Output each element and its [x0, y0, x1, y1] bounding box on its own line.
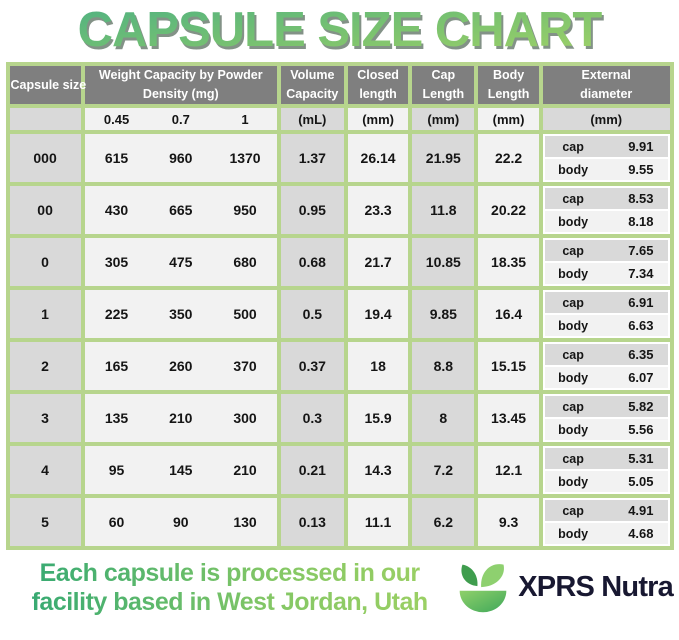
table-row — [8, 444, 672, 496]
weight-045-cell: 225 — [83, 288, 149, 340]
closed-unit-label: (mm) — [346, 106, 411, 132]
body-length-cell: 13.45 — [476, 392, 541, 444]
weight-1-cell: 370 — [213, 340, 279, 392]
external-diameter-cell — [541, 444, 672, 496]
units-row — [8, 106, 672, 132]
cap-length-cell: 8 — [410, 392, 476, 444]
body-length-cell: 16.4 — [476, 288, 541, 340]
external-cap-label: cap — [562, 295, 584, 310]
external-body-label: body — [558, 474, 589, 489]
table-row — [8, 496, 672, 548]
body-length-cell: 20.22 — [476, 184, 541, 236]
external-body-row — [545, 471, 668, 492]
volume-cell: 0.3 — [279, 392, 346, 444]
weight-07-cell: 475 — [148, 236, 213, 288]
capsule-size-cell: 5 — [8, 496, 83, 548]
weight-07-cell: 665 — [148, 184, 213, 236]
closed-length-cell: 23.3 — [346, 184, 411, 236]
external-body-value: 7.34 — [628, 266, 654, 281]
external-diameter-cell — [541, 340, 672, 392]
capsule-size-table — [6, 62, 674, 550]
volume-unit-label: (mL) — [279, 106, 346, 132]
external-cap-value: 5.31 — [628, 451, 654, 466]
external-diameter-cell — [541, 184, 672, 236]
table-body — [8, 132, 672, 548]
external-cap-label: cap — [562, 503, 584, 518]
cap-length-cell: 11.8 — [410, 184, 476, 236]
external-body-value: 5.56 — [628, 422, 654, 437]
table-row — [8, 184, 672, 236]
weight-1-cell: 680 — [213, 236, 279, 288]
volume-cell: 1.37 — [279, 132, 346, 184]
external-cap-label: cap — [562, 139, 584, 154]
external-body-label: body — [558, 370, 589, 385]
external-body-row — [545, 315, 668, 336]
external-body-label: body — [558, 266, 589, 281]
plant-bowl-icon — [455, 560, 511, 616]
weight-1-cell: 210 — [213, 444, 279, 496]
weight-1-cell: 1370 — [213, 132, 279, 184]
external-cap-value: 6.91 — [628, 295, 654, 310]
external-diameter-wrap — [545, 448, 668, 492]
body-length-cell: 12.1 — [476, 444, 541, 496]
external-unit-label: (mm) — [541, 106, 672, 132]
capsule-size-cell: 00 — [8, 184, 83, 236]
weight-1-cell: 130 — [213, 496, 279, 548]
external-body-value: 6.63 — [628, 318, 654, 333]
header-capsule-size: Capsule size — [8, 64, 83, 106]
capsule-size-cell: 000 — [8, 132, 83, 184]
closed-length-cell: 15.9 — [346, 392, 411, 444]
external-body-label: body — [558, 422, 589, 437]
table-row — [8, 236, 672, 288]
external-diameter-cell — [541, 288, 672, 340]
volume-cell: 0.68 — [279, 236, 346, 288]
external-body-label: body — [558, 318, 589, 333]
external-cap-label: cap — [562, 399, 584, 414]
header-row — [8, 64, 672, 106]
external-body-value: 9.55 — [628, 162, 654, 177]
page-title: CAPSULE SIZE CHART — [0, 0, 679, 62]
external-body-row — [545, 419, 668, 440]
density-07-label: 0.7 — [148, 106, 213, 132]
external-cap-row — [545, 500, 668, 521]
density-1-label: 1 — [213, 106, 279, 132]
header-weight-capacity: Weight Capacity by Powder Density (mg) — [83, 64, 279, 106]
external-cap-row — [545, 292, 668, 313]
external-body-label: body — [558, 162, 589, 177]
closed-length-cell: 18 — [346, 340, 411, 392]
closed-length-cell: 11.1 — [346, 496, 411, 548]
external-cap-label: cap — [562, 451, 584, 466]
external-cap-row — [545, 396, 668, 417]
header-body-length: Body Length — [476, 64, 541, 106]
external-diameter-cell — [541, 236, 672, 288]
capsule-size-cell: 3 — [8, 392, 83, 444]
closed-length-cell: 26.14 — [346, 132, 411, 184]
body-unit-label: (mm) — [476, 106, 541, 132]
footer — [0, 559, 679, 616]
density-045-label: 0.45 — [83, 106, 149, 132]
external-diameter-wrap — [545, 396, 668, 440]
external-body-label: body — [558, 526, 589, 541]
brand-name: XPRS Nutra — [518, 571, 673, 603]
external-cap-label: cap — [562, 191, 584, 206]
external-body-row — [545, 159, 668, 180]
external-body-value: 6.07 — [628, 370, 654, 385]
closed-length-cell: 19.4 — [346, 288, 411, 340]
footer-caption-line2: facility based in West Jordan, Utah — [31, 587, 428, 616]
header-cap-length: Cap Length — [410, 64, 476, 106]
external-diameter-cell — [541, 132, 672, 184]
volume-cell: 0.13 — [279, 496, 346, 548]
external-diameter-wrap — [545, 292, 668, 336]
weight-045-cell: 430 — [83, 184, 149, 236]
closed-length-cell: 21.7 — [346, 236, 411, 288]
weight-07-cell: 145 — [148, 444, 213, 496]
external-cap-row — [545, 240, 668, 261]
weight-045-cell: 165 — [83, 340, 149, 392]
table-row — [8, 132, 672, 184]
header-closed-length: Closed length — [346, 64, 411, 106]
external-body-row — [545, 367, 668, 388]
footer-caption-line1: Each capsule is processed in our — [39, 559, 420, 587]
capsule-size-cell: 4 — [8, 444, 83, 496]
weight-1-cell: 300 — [213, 392, 279, 444]
footer-caption — [8, 559, 451, 616]
external-body-value: 4.68 — [628, 526, 654, 541]
cap-length-cell: 6.2 — [410, 496, 476, 548]
units-empty-cell — [8, 106, 83, 132]
volume-cell: 0.21 — [279, 444, 346, 496]
external-cap-value: 4.91 — [628, 503, 654, 518]
closed-length-cell: 14.3 — [346, 444, 411, 496]
external-diameter-cell — [541, 392, 672, 444]
external-diameter-wrap — [545, 136, 668, 180]
external-cap-value: 7.65 — [628, 243, 654, 258]
body-length-cell: 22.2 — [476, 132, 541, 184]
weight-045-cell: 305 — [83, 236, 149, 288]
external-body-row — [545, 211, 668, 232]
body-length-cell: 15.15 — [476, 340, 541, 392]
capsule-size-cell: 2 — [8, 340, 83, 392]
external-cap-row — [545, 448, 668, 469]
volume-cell: 0.95 — [279, 184, 346, 236]
weight-045-cell: 135 — [83, 392, 149, 444]
cap-length-cell: 21.95 — [410, 132, 476, 184]
external-body-row — [545, 263, 668, 284]
weight-07-cell: 350 — [148, 288, 213, 340]
cap-length-cell: 7.2 — [410, 444, 476, 496]
capsule-size-cell: 0 — [8, 236, 83, 288]
weight-045-cell: 615 — [83, 132, 149, 184]
brand-logo — [455, 560, 673, 616]
external-cap-label: cap — [562, 347, 584, 362]
body-length-cell: 18.35 — [476, 236, 541, 288]
table-row — [8, 392, 672, 444]
cap-length-cell: 8.8 — [410, 340, 476, 392]
weight-07-cell: 260 — [148, 340, 213, 392]
weight-07-cell: 210 — [148, 392, 213, 444]
external-cap-row — [545, 188, 668, 209]
external-cap-value: 9.91 — [628, 139, 654, 154]
weight-07-cell: 960 — [148, 132, 213, 184]
header-volume-capacity: Volume Capacity — [279, 64, 346, 106]
external-diameter-cell — [541, 496, 672, 548]
external-body-value: 8.18 — [628, 214, 654, 229]
external-cap-value: 5.82 — [628, 399, 654, 414]
external-body-row — [545, 523, 668, 544]
external-cap-label: cap — [562, 243, 584, 258]
external-diameter-wrap — [545, 188, 668, 232]
weight-045-cell: 95 — [83, 444, 149, 496]
external-body-label: body — [558, 214, 589, 229]
volume-cell: 0.37 — [279, 340, 346, 392]
external-cap-row — [545, 344, 668, 365]
weight-07-cell: 90 — [148, 496, 213, 548]
external-diameter-wrap — [545, 500, 668, 544]
cap-length-cell: 9.85 — [410, 288, 476, 340]
volume-cell: 0.5 — [279, 288, 346, 340]
external-cap-value: 8.53 — [628, 191, 654, 206]
weight-045-cell: 60 — [83, 496, 149, 548]
external-diameter-wrap — [545, 240, 668, 284]
cap-length-cell: 10.85 — [410, 236, 476, 288]
weight-1-cell: 500 — [213, 288, 279, 340]
table-row — [8, 288, 672, 340]
header-external-diameter: External diameter — [541, 64, 672, 106]
weight-1-cell: 950 — [213, 184, 279, 236]
external-cap-row — [545, 136, 668, 157]
table-row — [8, 340, 672, 392]
external-body-value: 5.05 — [628, 474, 654, 489]
external-diameter-wrap — [545, 344, 668, 388]
body-length-cell: 9.3 — [476, 496, 541, 548]
cap-unit-label: (mm) — [410, 106, 476, 132]
external-cap-value: 6.35 — [628, 347, 654, 362]
capsule-size-cell: 1 — [8, 288, 83, 340]
